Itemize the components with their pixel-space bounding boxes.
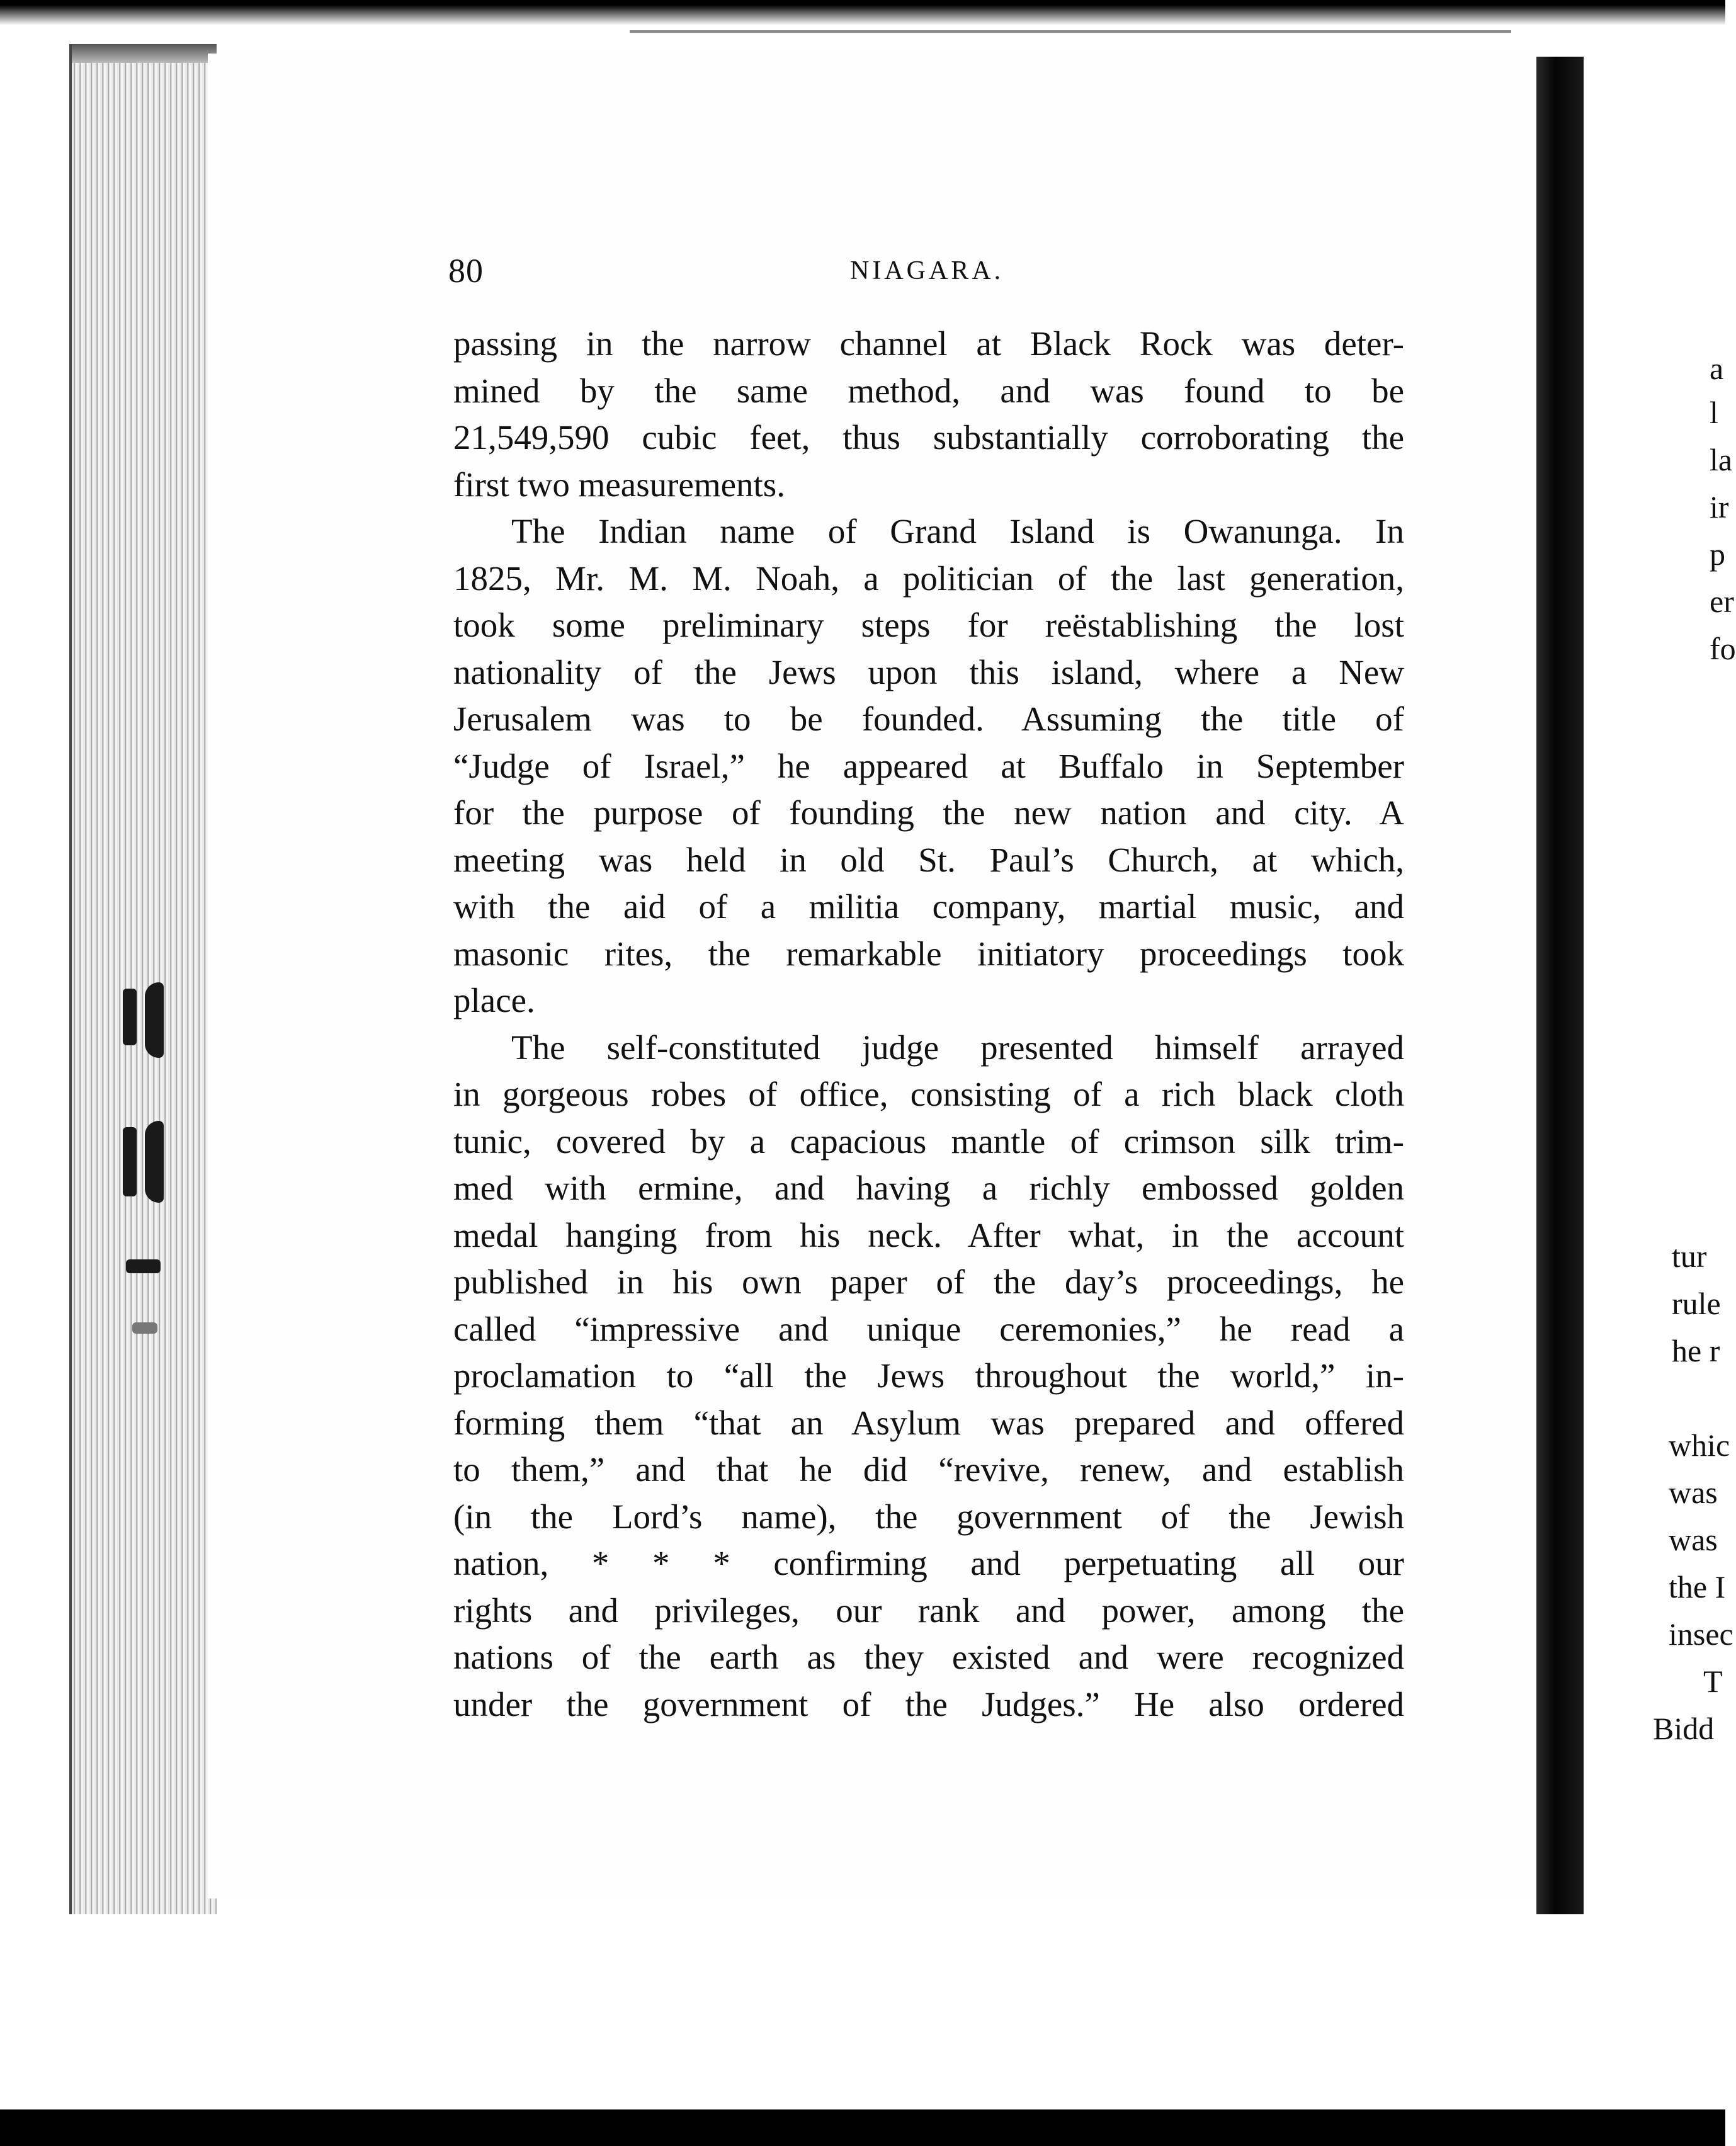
text-line: masonic rites, the remarkable initiatory proceedings took bbox=[453, 934, 1404, 973]
facing-page-fragment: Bidd bbox=[1653, 1711, 1715, 1746]
facing-page-fragment: the I bbox=[1669, 1569, 1726, 1604]
facing-page-fragment: he r bbox=[1672, 1333, 1720, 1368]
facing-page-fragment: a bbox=[1710, 351, 1724, 386]
text-line: nations of the earth as they existed and were recognized bbox=[453, 1638, 1404, 1676]
facing-page-fragment: la bbox=[1710, 442, 1733, 477]
facing-page-fragment: fo bbox=[1710, 631, 1736, 666]
text-line: (in the Lord’s name), the government of the Jewish bbox=[453, 1497, 1404, 1536]
text-line: in gorgeous robes of office, consisting of a rich black cloth bbox=[453, 1075, 1404, 1113]
text-line: rights and privileges, our rank and power, among the bbox=[453, 1591, 1404, 1630]
text-line: med with ermine, and having a richly embossed golden bbox=[453, 1169, 1404, 1207]
text-line: with the aid of a militia company, martial music, and bbox=[453, 887, 1404, 926]
text-line: meeting was held in old St. Paul’s Church, at which, bbox=[453, 841, 1404, 879]
page-number: 80 bbox=[448, 252, 484, 290]
text-line: published in his own paper of the day’s proceedings, he bbox=[453, 1263, 1404, 1301]
facing-page-fragment: er bbox=[1710, 584, 1734, 619]
text-line: passing in the narrow channel at Black Rock was deter- bbox=[453, 324, 1404, 363]
facing-page-fragment: rule bbox=[1672, 1286, 1721, 1321]
text-line: first two measurements. bbox=[453, 465, 785, 504]
facing-page-fragment: was bbox=[1669, 1522, 1718, 1557]
text-line: Jerusalem was to be founded. Assuming the title of bbox=[453, 700, 1404, 738]
spine-mark bbox=[145, 982, 164, 1058]
text-line: place. bbox=[453, 981, 535, 1019]
text-line: “Judge of Israel,” he appeared at Buffalo in September bbox=[453, 747, 1404, 785]
text-line: nation, * * * confirming and perpetuating all our bbox=[453, 1544, 1404, 1582]
text-line: took some preliminary steps for reëstablishing the lost bbox=[453, 606, 1404, 644]
text-line: proclamation to “all the Jews throughout the world,” in- bbox=[453, 1356, 1404, 1395]
facing-page-fragment: p bbox=[1710, 536, 1725, 572]
facing-page-fragment: tur bbox=[1672, 1239, 1707, 1274]
text-line: to them,” and that he did “revive, renew, and establish bbox=[453, 1450, 1404, 1489]
text-line: forming them “that an Asylum was prepared and offered bbox=[453, 1404, 1404, 1442]
book-gutter bbox=[1536, 57, 1584, 1914]
scan-bottom-edge bbox=[0, 2109, 1725, 2146]
running-title: NIAGARA. bbox=[850, 256, 1004, 285]
spine-mark bbox=[132, 1322, 157, 1334]
spine-mark bbox=[123, 1127, 137, 1196]
text-line: tunic, covered by a capacious mantle of crimson silk trim- bbox=[453, 1122, 1404, 1161]
facing-page-fragment: insec bbox=[1669, 1616, 1733, 1652]
scan-top-rule bbox=[630, 30, 1511, 33]
facing-page bbox=[1584, 44, 1736, 1939]
text-line: medal hanging from his neck. After what, in the account bbox=[453, 1216, 1404, 1254]
book-page-edges bbox=[69, 44, 217, 1914]
scan-top-edge bbox=[0, 0, 1725, 25]
text-line: The self-constituted judge presented himself arrayed bbox=[511, 1028, 1404, 1067]
spine-mark bbox=[145, 1121, 164, 1203]
spine-mark bbox=[126, 1259, 161, 1273]
text-line: 1825, Mr. M. M. Noah, a politician of the last generation, bbox=[453, 559, 1404, 598]
facing-page-fragment: ir bbox=[1710, 489, 1729, 525]
text-line: for the purpose of founding the new nation and city. A bbox=[453, 793, 1404, 832]
facing-page-fragment: l bbox=[1710, 395, 1718, 430]
text-line: mined by the same method, and was found to be bbox=[453, 372, 1404, 410]
text-line: The Indian name of Grand Island is Owanunga. In bbox=[511, 512, 1404, 550]
text-line: 21,549,590 cubic feet, thus substantially corroborating the bbox=[453, 418, 1404, 457]
facing-page-fragment: was bbox=[1669, 1475, 1718, 1510]
text-line: under the government of the Judges.” He also ordered bbox=[453, 1685, 1404, 1723]
facing-page-fragment: whic bbox=[1669, 1428, 1730, 1463]
text-line: called “impressive and unique ceremonies,” he read a bbox=[453, 1310, 1404, 1348]
facing-page-fragment: T bbox=[1703, 1664, 1723, 1699]
text-line: nationality of the Jews upon this island, where a New bbox=[453, 653, 1404, 691]
spine-mark bbox=[123, 989, 137, 1045]
